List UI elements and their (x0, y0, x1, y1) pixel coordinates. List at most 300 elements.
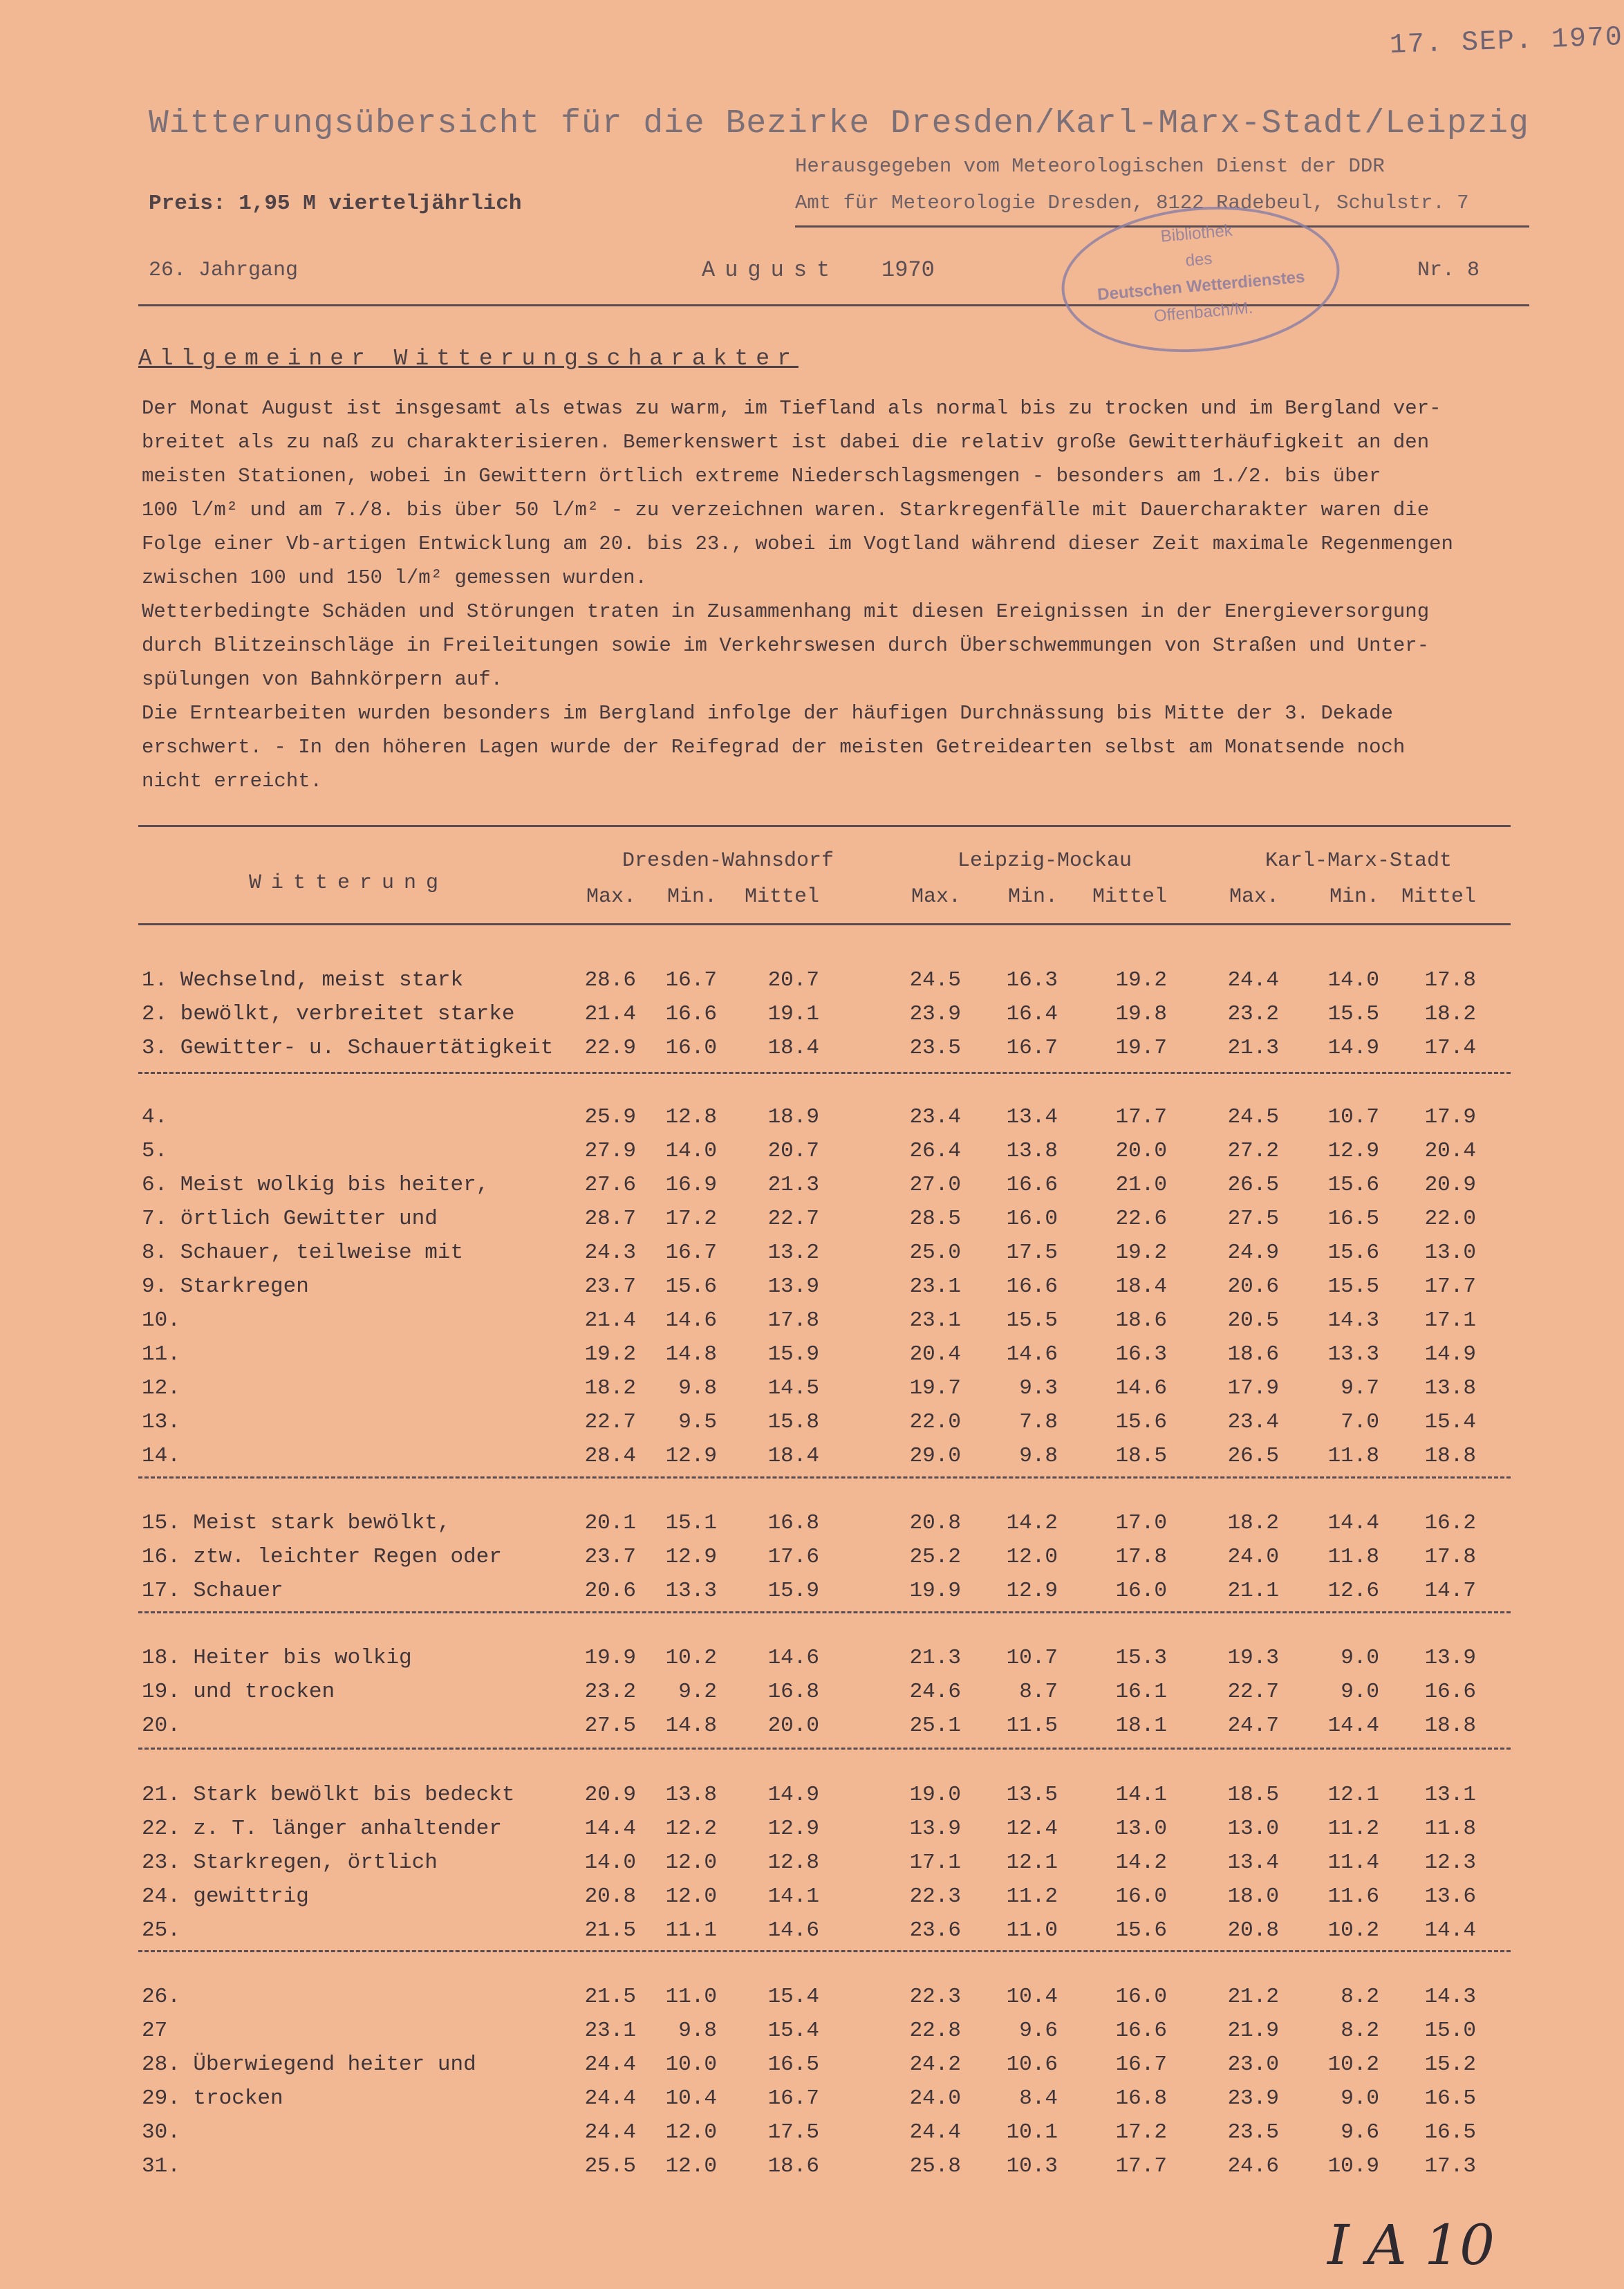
temperature-value: 15.9 (767, 1579, 819, 1603)
temperature-value: 12.0 (665, 1851, 717, 1875)
temperature-value: 20.1 (584, 1511, 636, 1535)
temperature-value: 16.7 (665, 1241, 717, 1265)
temperature-value: 23.6 (909, 1918, 961, 1943)
temperature-value: 17.3 (1424, 2154, 1476, 2178)
temperature-value: 14.4 (584, 1817, 636, 1841)
temperature-value: 23.2 (1227, 1002, 1279, 1026)
temperature-value: 19.2 (1115, 968, 1167, 992)
temperature-value: 15.8 (767, 1410, 819, 1434)
temperature-value: 24.4 (909, 2120, 961, 2144)
temperature-value: 21.3 (767, 1173, 819, 1197)
temperature-value: 18.2 (584, 1376, 636, 1400)
temperature-value: 13.3 (1327, 1342, 1379, 1366)
issue-month: August (702, 257, 840, 283)
temperature-value: 15.5 (1327, 1002, 1379, 1026)
temperature-value: 20.0 (767, 1714, 819, 1738)
temperature-value: 14.0 (1327, 968, 1379, 992)
temperature-value: 27.9 (584, 1139, 636, 1163)
body-text-line: meisten Stationen, wobei in Gewittern örtlich extreme Niederschlagsmengen - besonders am 1./2. bis über (142, 465, 1381, 488)
temperature-value: 18.5 (1115, 1444, 1167, 1468)
temperature-value: 16.7 (1115, 2052, 1167, 2077)
temperature-value: 20.9 (584, 1783, 636, 1807)
group-separator (138, 1476, 1511, 1479)
temperature-value: 19.7 (1115, 1036, 1167, 1060)
temperature-value: 13.4 (1006, 1105, 1058, 1129)
temperature-value: 19.0 (909, 1783, 961, 1807)
temperature-value: 16.8 (767, 1511, 819, 1535)
temperature-value: 12.9 (665, 1545, 717, 1569)
temperature-value: 15.5 (1327, 1275, 1379, 1299)
temperature-value: 16.5 (767, 2052, 819, 2077)
temperature-value: 24.9 (1227, 1241, 1279, 1265)
temperature-value: 27.5 (1227, 1207, 1279, 1231)
temperature-value: 21.5 (584, 1985, 636, 2009)
temperature-value: 17.0 (1115, 1511, 1167, 1535)
temperature-value: 26.5 (1227, 1173, 1279, 1197)
subheader-min: Min. (1329, 885, 1379, 909)
temperature-value: 18.8 (1424, 1714, 1476, 1738)
temperature-value: 11.8 (1424, 1817, 1476, 1841)
temperature-value: 7.0 (1341, 1410, 1379, 1434)
temperature-value: 15.6 (665, 1275, 717, 1299)
temperature-value: 12.0 (1006, 1545, 1058, 1569)
body-text-line: Wetterbedingte Schäden und Störungen traten in Zusammenhang mit diesen Ereignissen in der Energieversorgung (142, 600, 1430, 623)
temperature-value: 28.4 (584, 1444, 636, 1468)
body-text-line: Die Erntearbeiten wurden besonders im Bergland infolge der häufigen Durchnässung bis Mitte der 3. Dekade (142, 702, 1393, 725)
temperature-value: 21.2 (1227, 1985, 1279, 2009)
temperature-value: 21.3 (909, 1646, 961, 1670)
temperature-value: 14.0 (665, 1139, 717, 1163)
temperature-value: 24.2 (909, 2052, 961, 2077)
temperature-value: 23.5 (909, 1036, 961, 1060)
temperature-value: 11.1 (665, 1918, 717, 1943)
temperature-value: 9.8 (1019, 1444, 1058, 1468)
temperature-value: 17.4 (1424, 1036, 1476, 1060)
body-text-line: nicht erreicht. (142, 770, 323, 793)
temperature-value: 24.4 (584, 2086, 636, 2111)
temperature-value: 18.1 (1115, 1714, 1167, 1738)
temperature-value: 26.4 (909, 1139, 961, 1163)
body-text-line: zwischen 100 und 150 l/m² gemessen wurden. (142, 566, 647, 589)
temperature-value: 15.0 (1424, 2019, 1476, 2043)
temperature-value: 21.4 (584, 1002, 636, 1026)
temperature-value: 10.3 (1006, 2154, 1058, 2178)
temperature-value: 19.3 (1227, 1646, 1279, 1670)
temperature-value: 23.4 (1227, 1410, 1279, 1434)
body-text-line: spülungen von Bahnkörpern auf. (142, 668, 503, 691)
temperature-value: 13.6 (1424, 1884, 1476, 1909)
temperature-value: 14.4 (1327, 1511, 1379, 1535)
temperature-value: 10.2 (665, 1646, 717, 1670)
temperature-value: 24.3 (584, 1241, 636, 1265)
temperature-value: 14.9 (1424, 1342, 1476, 1366)
temperature-value: 19.7 (909, 1376, 961, 1400)
temperature-value: 9.0 (1341, 2086, 1379, 2111)
day-label: 6. Meist wolkig bis heiter, (142, 1173, 489, 1197)
temperature-value: 14.7 (1424, 1579, 1476, 1603)
subheader-mittel: Mittel (744, 885, 819, 909)
temperature-value: 10.7 (1327, 1105, 1379, 1129)
temperature-value: 16.5 (1327, 1207, 1379, 1231)
temperature-value: 12.9 (1327, 1139, 1379, 1163)
temperature-value: 9.2 (678, 1680, 717, 1704)
temperature-value: 9.0 (1341, 1646, 1379, 1670)
group-separator (138, 1748, 1511, 1750)
temperature-value: 13.0 (1115, 1817, 1167, 1841)
temperature-value: 24.0 (1227, 1545, 1279, 1569)
temperature-value: 18.8 (1424, 1444, 1476, 1468)
library-stamp-line: Bibliothek (1159, 221, 1233, 246)
temperature-value: 20.7 (767, 968, 819, 992)
jahrgang-label: 26. Jahrgang (149, 259, 299, 282)
temperature-value: 28.5 (909, 1207, 961, 1231)
day-label: 31. (142, 2154, 180, 2178)
temperature-value: 17.9 (1227, 1376, 1279, 1400)
temperature-value: 18.4 (767, 1444, 819, 1468)
temperature-value: 17.7 (1424, 1275, 1476, 1299)
temperature-value: 23.9 (909, 1002, 961, 1026)
temperature-value: 13.5 (1006, 1783, 1058, 1807)
day-label: 30. (142, 2120, 180, 2144)
temperature-value: 13.9 (909, 1817, 961, 1841)
temperature-value: 15.4 (767, 2019, 819, 2043)
price-label: Preis: 1,95 M vierteljährlich (149, 192, 522, 216)
temperature-value: 14.6 (1006, 1342, 1058, 1366)
temperature-value: 11.0 (665, 1985, 717, 2009)
day-label: 22. z. T. länger anhaltender (142, 1817, 502, 1841)
temperature-value: 14.8 (665, 1714, 717, 1738)
temperature-value: 9.7 (1341, 1376, 1379, 1400)
temperature-value: 14.6 (665, 1308, 717, 1333)
temperature-value: 12.2 (665, 1817, 717, 1841)
day-label: 16. ztw. leichter Regen oder (142, 1545, 502, 1569)
temperature-value: 13.8 (1424, 1376, 1476, 1400)
day-label: 1. Wechselnd, meist stark (142, 968, 464, 992)
temperature-value: 24.6 (909, 1680, 961, 1704)
temperature-value: 10.4 (665, 2086, 717, 2111)
day-label: 15. Meist stark bewölkt, (142, 1511, 451, 1535)
temperature-value: 16.4 (1006, 1002, 1058, 1026)
day-label: 5. (142, 1139, 168, 1163)
temperature-value: 13.8 (665, 1783, 717, 1807)
temperature-value: 27.6 (584, 1173, 636, 1197)
day-label: 26. (142, 1985, 180, 2009)
temperature-value: 17.8 (767, 1308, 819, 1333)
temperature-value: 16.3 (1115, 1342, 1167, 1366)
section-heading: Allgemeiner Witterungscharakter (138, 346, 799, 371)
subheader-mittel: Mittel (1092, 885, 1167, 909)
temperature-value: 16.8 (1115, 2086, 1167, 2111)
temperature-value: 11.5 (1006, 1714, 1058, 1738)
temperature-value: 16.5 (1424, 2086, 1476, 2111)
temperature-value: 17.1 (909, 1851, 961, 1875)
temperature-value: 18.6 (1115, 1308, 1167, 1333)
body-text-line: breitet als zu naß zu charakterisieren. Bemerkenswert ist dabei die relativ große Gewitterhäufigkeit an den (142, 431, 1430, 454)
temperature-value: 15.6 (1115, 1918, 1167, 1943)
temperature-value: 29.0 (909, 1444, 961, 1468)
temperature-value: 23.9 (1227, 2086, 1279, 2111)
temperature-value: 16.1 (1115, 1680, 1167, 1704)
temperature-value: 19.2 (1115, 1241, 1167, 1265)
temperature-value: 25.8 (909, 2154, 961, 2178)
temperature-value: 20.8 (584, 1884, 636, 1909)
temperature-value: 14.4 (1424, 1918, 1476, 1943)
temperature-value: 18.2 (1424, 1002, 1476, 1026)
temperature-value: 15.4 (1424, 1410, 1476, 1434)
temperature-value: 19.1 (767, 1002, 819, 1026)
temperature-value: 14.9 (1327, 1036, 1379, 1060)
temperature-value: 13.9 (1424, 1646, 1476, 1670)
subheader-min: Min. (666, 885, 717, 909)
day-label: 7. örtlich Gewitter und (142, 1207, 438, 1231)
temperature-value: 17.7 (1115, 1105, 1167, 1129)
temperature-value: 9.0 (1341, 1680, 1379, 1704)
temperature-value: 16.6 (1006, 1173, 1058, 1197)
publisher-line-1: Herausgegeben vom Meteorologischen Dienst der DDR (795, 155, 1385, 178)
library-stamp (1056, 196, 1346, 363)
temperature-value: 14.2 (1006, 1511, 1058, 1535)
temperature-value: 8.2 (1341, 1985, 1379, 2009)
temperature-value: 18.4 (1115, 1275, 1167, 1299)
day-label: 4. (142, 1105, 168, 1129)
temperature-value: 25.5 (584, 2154, 636, 2178)
temperature-value: 25.2 (909, 1545, 961, 1569)
temperature-value: 13.8 (1006, 1139, 1058, 1163)
day-label: 14. (142, 1444, 180, 1468)
temperature-value: 16.7 (767, 2086, 819, 2111)
temperature-value: 9.6 (1019, 2019, 1058, 2043)
temperature-value: 14.6 (767, 1918, 819, 1943)
temperature-value: 23.2 (584, 1680, 636, 1704)
temperature-value: 24.4 (1227, 968, 1279, 992)
temperature-value: 19.9 (584, 1646, 636, 1670)
temperature-value: 21.1 (1227, 1579, 1279, 1603)
temperature-value: 18.0 (1227, 1884, 1279, 1909)
temperature-value: 24.6 (1227, 2154, 1279, 2178)
temperature-value: 22.9 (584, 1036, 636, 1060)
temperature-value: 12.3 (1424, 1851, 1476, 1875)
temperature-value: 14.0 (584, 1851, 636, 1875)
temperature-value: 20.8 (1227, 1918, 1279, 1943)
day-label: 8. Schauer, teilweise mit (142, 1241, 464, 1265)
temperature-value: 22.7 (1227, 1680, 1279, 1704)
temperature-value: 23.7 (584, 1545, 636, 1569)
temperature-value: 16.0 (1115, 1884, 1167, 1909)
temperature-value: 17.8 (1115, 1545, 1167, 1569)
day-label: 20. (142, 1714, 180, 1738)
table-rule-top (138, 825, 1511, 827)
temperature-value: 26.5 (1227, 1444, 1279, 1468)
temperature-value: 17.5 (1006, 1241, 1058, 1265)
temperature-value: 17.8 (1424, 1545, 1476, 1569)
station-header-leipzig: Leipzig-Mockau (958, 849, 1132, 873)
temperature-value: 23.1 (909, 1275, 961, 1299)
body-text-line: durch Blitzeinschläge in Freileitungen sowie im Verkehrswesen durch Überschwemmungen von Straßen und Unter- (142, 634, 1430, 657)
temperature-value: 20.0 (1115, 1139, 1167, 1163)
witterung-column-header: Witterung (249, 871, 449, 895)
temperature-value: 8.2 (1341, 2019, 1379, 2043)
day-label: 17. Schauer (142, 1579, 283, 1603)
day-label: 23. Starkregen, örtlich (142, 1851, 438, 1875)
temperature-value: 15.6 (1327, 1173, 1379, 1197)
handwritten-mark: I A 10 (1327, 2213, 1495, 2277)
body-text-line: 100 l/m² und am 7./8. bis über 50 l/m² - zu verzeichnen waren. Starkregenfälle mit Dauercharakter waren die (142, 499, 1430, 521)
temperature-value: 18.4 (767, 1036, 819, 1060)
day-label: 21. Stark bewölkt bis bedeckt (142, 1783, 515, 1807)
temperature-value: 17.9 (1424, 1105, 1476, 1129)
temperature-value: 14.2 (1115, 1851, 1167, 1875)
temperature-value: 17.6 (767, 1545, 819, 1569)
day-label: 3. Gewitter- u. Schauertätigkeit (142, 1036, 554, 1060)
temperature-value: 16.2 (1424, 1511, 1476, 1535)
subheader-max: Max. (586, 885, 636, 909)
temperature-value: 13.3 (665, 1579, 717, 1603)
temperature-value: 20.4 (1424, 1139, 1476, 1163)
temperature-value: 16.6 (1424, 1680, 1476, 1704)
temperature-value: 20.7 (767, 1139, 819, 1163)
temperature-value: 7.8 (1019, 1410, 1058, 1434)
received-date-stamp: 17. SEP. 1970 (1389, 22, 1624, 62)
temperature-value: 16.3 (1006, 968, 1058, 992)
temperature-value: 25.0 (909, 1241, 961, 1265)
temperature-value: 22.8 (909, 2019, 961, 2043)
temperature-value: 21.0 (1115, 1173, 1167, 1197)
temperature-value: 10.1 (1006, 2120, 1058, 2144)
temperature-value: 10.2 (1327, 1918, 1379, 1943)
temperature-value: 13.0 (1227, 1817, 1279, 1841)
body-text-line: Der Monat August ist insgesamt als etwas zu warm, im Tiefland als normal bis zu trocken und im Bergland ver- (142, 397, 1441, 420)
temperature-value: 13.4 (1227, 1851, 1279, 1875)
temperature-value: 15.6 (1115, 1410, 1167, 1434)
temperature-value: 12.0 (665, 1884, 717, 1909)
temperature-value: 24.5 (1227, 1105, 1279, 1129)
temperature-value: 11.8 (1327, 1444, 1379, 1468)
temperature-value: 14.4 (1327, 1714, 1379, 1738)
temperature-value: 8.7 (1019, 1680, 1058, 1704)
subheader-min: Min. (1007, 885, 1058, 909)
publisher-line-2: Amt für Meteorologie Dresden, 8122 Radebeul, Schulstr. 7 (795, 192, 1469, 214)
temperature-value: 18.6 (1227, 1342, 1279, 1366)
temperature-value: 14.9 (767, 1783, 819, 1807)
temperature-value: 14.3 (1327, 1308, 1379, 1333)
temperature-value: 14.5 (767, 1376, 819, 1400)
temperature-value: 16.0 (665, 1036, 717, 1060)
temperature-value: 22.7 (767, 1207, 819, 1231)
temperature-value: 16.7 (1006, 1036, 1058, 1060)
day-label: 11. (142, 1342, 180, 1366)
temperature-value: 15.3 (1115, 1646, 1167, 1670)
section-body-text (142, 391, 1455, 798)
temperature-value: 14.3 (1424, 1985, 1476, 2009)
temperature-value: 16.7 (665, 968, 717, 992)
temperature-value: 24.5 (909, 968, 961, 992)
temperature-value: 23.7 (584, 1275, 636, 1299)
temperature-value: 25.9 (584, 1105, 636, 1129)
temperature-value: 16.0 (1115, 1985, 1167, 2009)
temperature-value: 12.8 (665, 1105, 717, 1129)
temperature-value: 14.1 (767, 1884, 819, 1909)
temperature-value: 10.0 (665, 2052, 717, 2077)
temperature-value: 23.1 (584, 2019, 636, 2043)
day-label: 2. bewölkt, verbreitet starke (142, 1002, 515, 1026)
temperature-value: 24.4 (584, 2052, 636, 2077)
temperature-value: 15.5 (1006, 1308, 1058, 1333)
temperature-value: 21.4 (584, 1308, 636, 1333)
temperature-value: 9.8 (678, 1376, 717, 1400)
temperature-value: 16.0 (1115, 1579, 1167, 1603)
temperature-value: 27.0 (909, 1173, 961, 1197)
temperature-value: 21.9 (1227, 2019, 1279, 2043)
temperature-value: 19.2 (584, 1342, 636, 1366)
temperature-value: 17.1 (1424, 1308, 1476, 1333)
temperature-value: 20.6 (1227, 1275, 1279, 1299)
temperature-value: 13.0 (1424, 1241, 1476, 1265)
temperature-value: 15.4 (767, 1985, 819, 2009)
temperature-value: 11.0 (1006, 1918, 1058, 1943)
temperature-value: 21.3 (1227, 1036, 1279, 1060)
temperature-value: 16.6 (1115, 2019, 1167, 2043)
library-stamp-line: Offenbach/M. (1152, 298, 1254, 326)
temperature-value: 28.6 (584, 968, 636, 992)
group-separator (138, 1611, 1511, 1613)
temperature-value: 15.9 (767, 1342, 819, 1366)
temperature-value: 11.6 (1327, 1884, 1379, 1909)
subheader-mittel: Mittel (1401, 885, 1476, 909)
temperature-value: 18.2 (1227, 1511, 1279, 1535)
temperature-value: 18.9 (767, 1105, 819, 1129)
day-label: 13. (142, 1410, 180, 1434)
temperature-value: 16.6 (1006, 1275, 1058, 1299)
temperature-value: 12.4 (1006, 1817, 1058, 1841)
temperature-value: 12.1 (1327, 1783, 1379, 1807)
temperature-value: 23.0 (1227, 2052, 1279, 2077)
temperature-value: 10.4 (1006, 1985, 1058, 2009)
temperature-value: 13.2 (767, 1241, 819, 1265)
temperature-value: 27.2 (1227, 1139, 1279, 1163)
subheader-max: Max. (1229, 885, 1279, 909)
temperature-value: 23.5 (1227, 2120, 1279, 2144)
temperature-value: 9.6 (1341, 2120, 1379, 2144)
temperature-value: 11.8 (1327, 1545, 1379, 1569)
temperature-value: 20.9 (1424, 1173, 1476, 1197)
temperature-value: 15.6 (1327, 1241, 1379, 1265)
issue-number: Nr. 8 (1417, 259, 1480, 282)
temperature-value: 22.6 (1115, 1207, 1167, 1231)
temperature-value: 20.5 (1227, 1308, 1279, 1333)
group-separator (138, 1950, 1511, 1952)
temperature-value: 18.5 (1227, 1783, 1279, 1807)
temperature-value: 23.1 (909, 1308, 961, 1333)
temperature-value: 28.7 (584, 1207, 636, 1231)
group-separator (138, 1072, 1511, 1074)
day-label: 12. (142, 1376, 180, 1400)
temperature-value: 20.8 (909, 1511, 961, 1535)
day-label: 29. trocken (142, 2086, 283, 2111)
day-label: 24. gewittrig (142, 1884, 309, 1909)
temperature-value: 11.4 (1327, 1851, 1379, 1875)
temperature-value: 12.9 (665, 1444, 717, 1468)
temperature-value: 16.8 (767, 1680, 819, 1704)
temperature-value: 9.3 (1019, 1376, 1058, 1400)
temperature-value: 12.8 (767, 1851, 819, 1875)
station-header-dresden: Dresden-Wahnsdorf (622, 849, 834, 873)
temperature-value: 22.7 (584, 1410, 636, 1434)
temperature-value: 20.4 (909, 1342, 961, 1366)
temperature-value: 17.8 (1424, 968, 1476, 992)
day-label: 10. (142, 1308, 180, 1333)
temperature-value: 22.0 (909, 1410, 961, 1434)
day-label: 18. Heiter bis wolkig (142, 1646, 412, 1670)
